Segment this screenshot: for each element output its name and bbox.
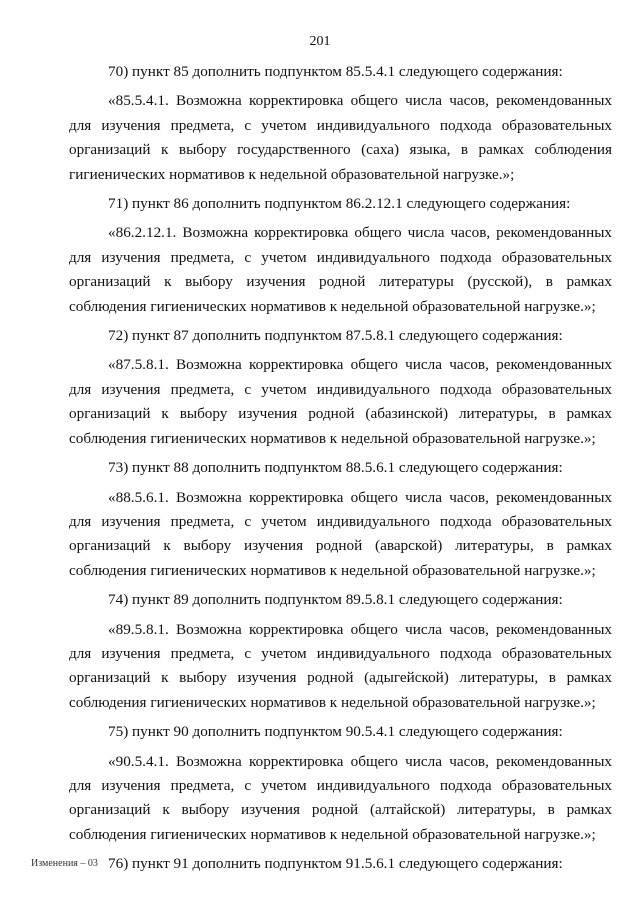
paragraph-item-73: 73) пункт 88 дополнить подпунктом 88.5.6.1 следующего содержания: [108, 459, 563, 477]
paragraph-item-72: 72) пункт 87 дополнить подпунктом 87.5.8.1 следующего содержания: [108, 327, 563, 345]
paragraph-quote-87-5-8-1: «87.5.8.1. Возможна корректировка общего числа часов, рекомендованных для изучения предмета, с учетом индивидуального подхода образовательных организаций к выбору изучения родной (абазинской) литературы, в рамках соблюдения гигиенических нормативов к недельной образовательной нагрузке.»; [69, 356, 612, 447]
paragraph-item-70: 70) пункт 85 дополнить подпунктом 85.5.4.1 следующего содержания: [108, 63, 563, 80]
paragraph-quote-90-5-4-1: «90.5.4.1. Возможна корректировка общего числа часов, рекомендованных для изучения предмета, с учетом индивидуального подхода образовательных организаций к выбору изучения родной (алтайской) литературы, в рамках соблюдения гигиенических нормативов к недельной образовательной нагрузке.»; [69, 752, 612, 843]
paragraph-quote-89-5-8-1: «89.5.8.1. Возможна корректировка общего числа часов, рекомендованных для изучения предмета, с учетом индивидуального подхода образовательных организаций к выбору изучения родной (адыгейской) литературы, в рамках соблюдения гигиенических нормативов к недельной образовательной нагрузке.»; [69, 620, 612, 711]
paragraph-item-75: 75) пункт 90 дополнить подпунктом 90.5.4.1 следующего содержания: [108, 723, 563, 741]
page-number: 201 [309, 34, 331, 49]
paragraph-item-71: 71) пункт 86 дополнить подпунктом 86.2.12.1 следующего содержания: [108, 195, 571, 213]
paragraph-item-74: 74) пункт 89 дополнить подпунктом 89.5.8.1 следующего содержания: [108, 591, 563, 609]
paragraph-item-76: 76) пункт 91 дополнить подпунктом 91.5.6.1 следующего содержания: [108, 855, 563, 873]
paragraph-quote-86-2-12-1: «86.2.12.1. Возможна корректировка общего числа часов, рекомендованных для изучения предмета, с учетом индивидуального подхода образовательных организаций к выбору изучения родной литературы (русской), в рамках соблюдения гигиенических нормативов к недельной образовательной нагрузке.»; [69, 224, 612, 315]
paragraph-quote-85-5-4-1: «85.5.4.1. Возможна корректировка общего числа часов, рекомендованных для изучения предмета, с учетом индивидуального подхода образовательных организаций к выбору государственного (саха) языка, в рамках соблюдения гигиенических нормативов к недельной образовательной нагрузке.»; [69, 92, 612, 183]
document-body [69, 60, 612, 882]
footer-revision-note: Изменения – 03 [31, 858, 98, 869]
paragraph-quote-88-5-6-1: «88.5.6.1. Возможна корректировка общего числа часов, рекомендованных для изучения предмета, с учетом индивидуального подхода образовательных организаций к выбору изучения родной (аварской) литературы, в рамках соблюдения гигиенических нормативов к недельной образовательной нагрузке.»; [69, 488, 612, 579]
